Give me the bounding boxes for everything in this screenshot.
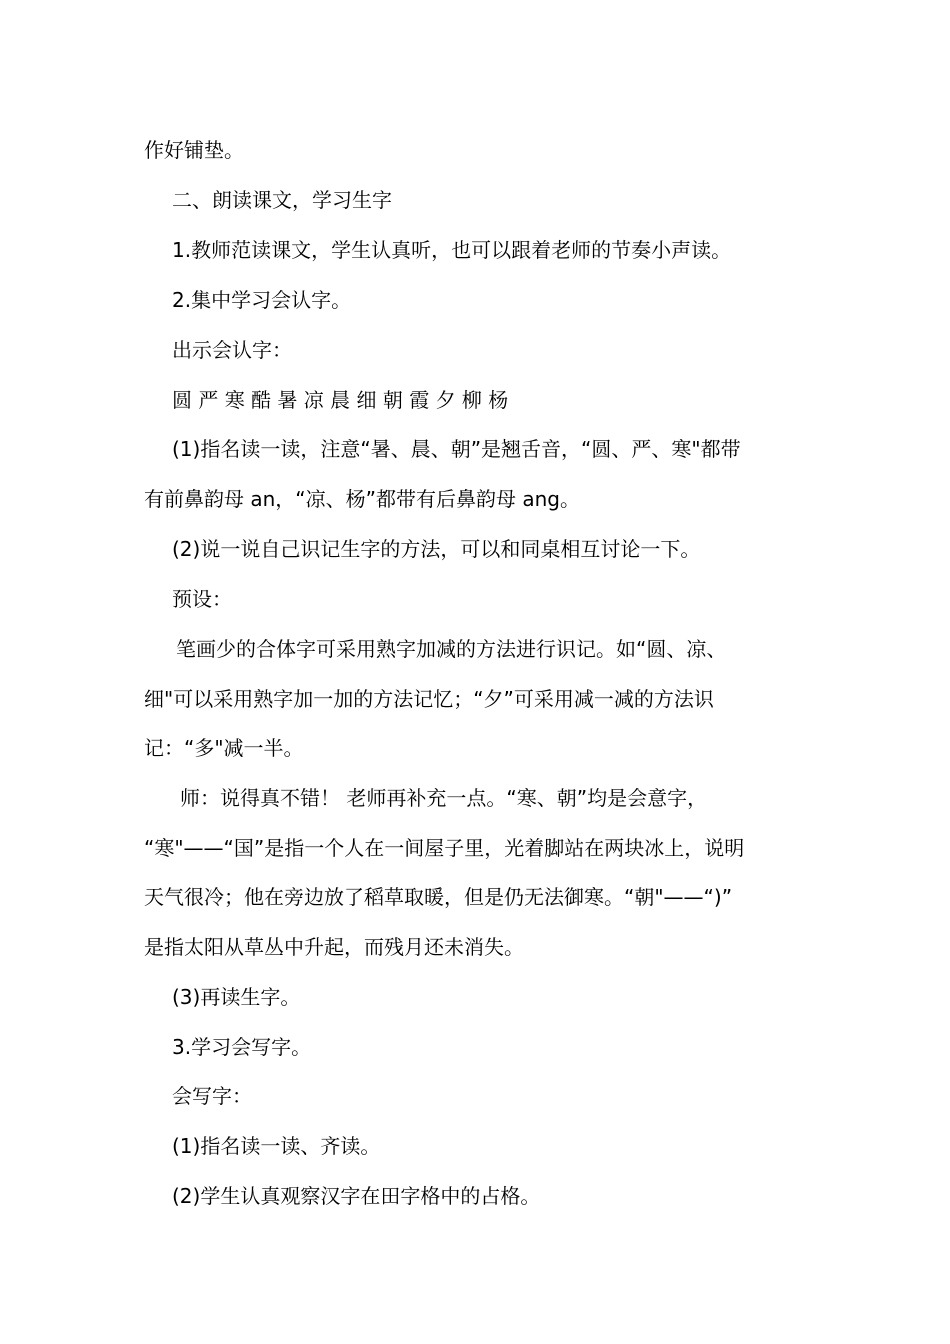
- text-line-write-2: (2)学生认真观察汉字在田字格中的占格。: [172, 1184, 541, 1208]
- text-line-step-3: 3.学习会写字。: [172, 1035, 312, 1059]
- text-line-step-1: 1.教师范读课文，学生认真听，也可以跟着老师的节奏小声读。: [172, 238, 732, 262]
- text-line-preset-label: 预设：: [172, 587, 232, 611]
- text-line-label: 出示会认字：: [172, 338, 292, 362]
- text-line-teacher-1: 师：说得真不错！ 老师再补充一点。“寒、朝”均是会意字，: [180, 786, 708, 810]
- text-line-sub-1-cont: 有前鼻韵母 an，“凉、杨”都带有后鼻韵母 ang。: [144, 487, 580, 511]
- text-line-step-2: 2.集中学习会认字。: [172, 288, 352, 312]
- text-line-preset-2: 细"可以采用熟字加一加的方法记忆；“夕”可采用减一减的方法识: [144, 687, 714, 711]
- text-line-teacher-4: 是指太阳从草丛中升起，而残月还未消失。: [144, 935, 524, 959]
- text-line-preset-3: 记：“多"减一半。: [144, 736, 304, 760]
- character-list: 圆 严 寒 酷 暑 凉 晨 细 朝 霞 夕 柳 杨: [172, 388, 509, 412]
- section-heading: 二、朗读课文，学习生字: [172, 188, 392, 212]
- text-line-write-label: 会写字：: [172, 1084, 252, 1108]
- text-line-preset-1: 笔画少的合体字可采用熟字加减的方法进行识记。如“圆、凉、: [176, 637, 727, 661]
- text-line-write-1: (1)指名读一读、齐读。: [172, 1134, 381, 1158]
- text-line-teacher-2: “寒"——“国”是指一个人在一间屋子里，光着脚站在两块冰上，说明: [144, 836, 745, 860]
- text-line-continuation: 作好铺垫。: [144, 138, 244, 162]
- text-line-teacher-3: 天气很冷；他在旁边放了稻草取暖，但是仍无法御寒。“朝"——“)”: [144, 885, 733, 909]
- text-line-sub-2: (2)说一说自己识记生字的方法，可以和同桌相互讨论一下。: [172, 537, 701, 561]
- text-line-sub-3: (3)再读生字。: [172, 985, 301, 1009]
- text-line-sub-1: (1)指名读一读，注意“暑、晨、朝”是翘舌音，“圆、严、寒"都带: [172, 437, 741, 461]
